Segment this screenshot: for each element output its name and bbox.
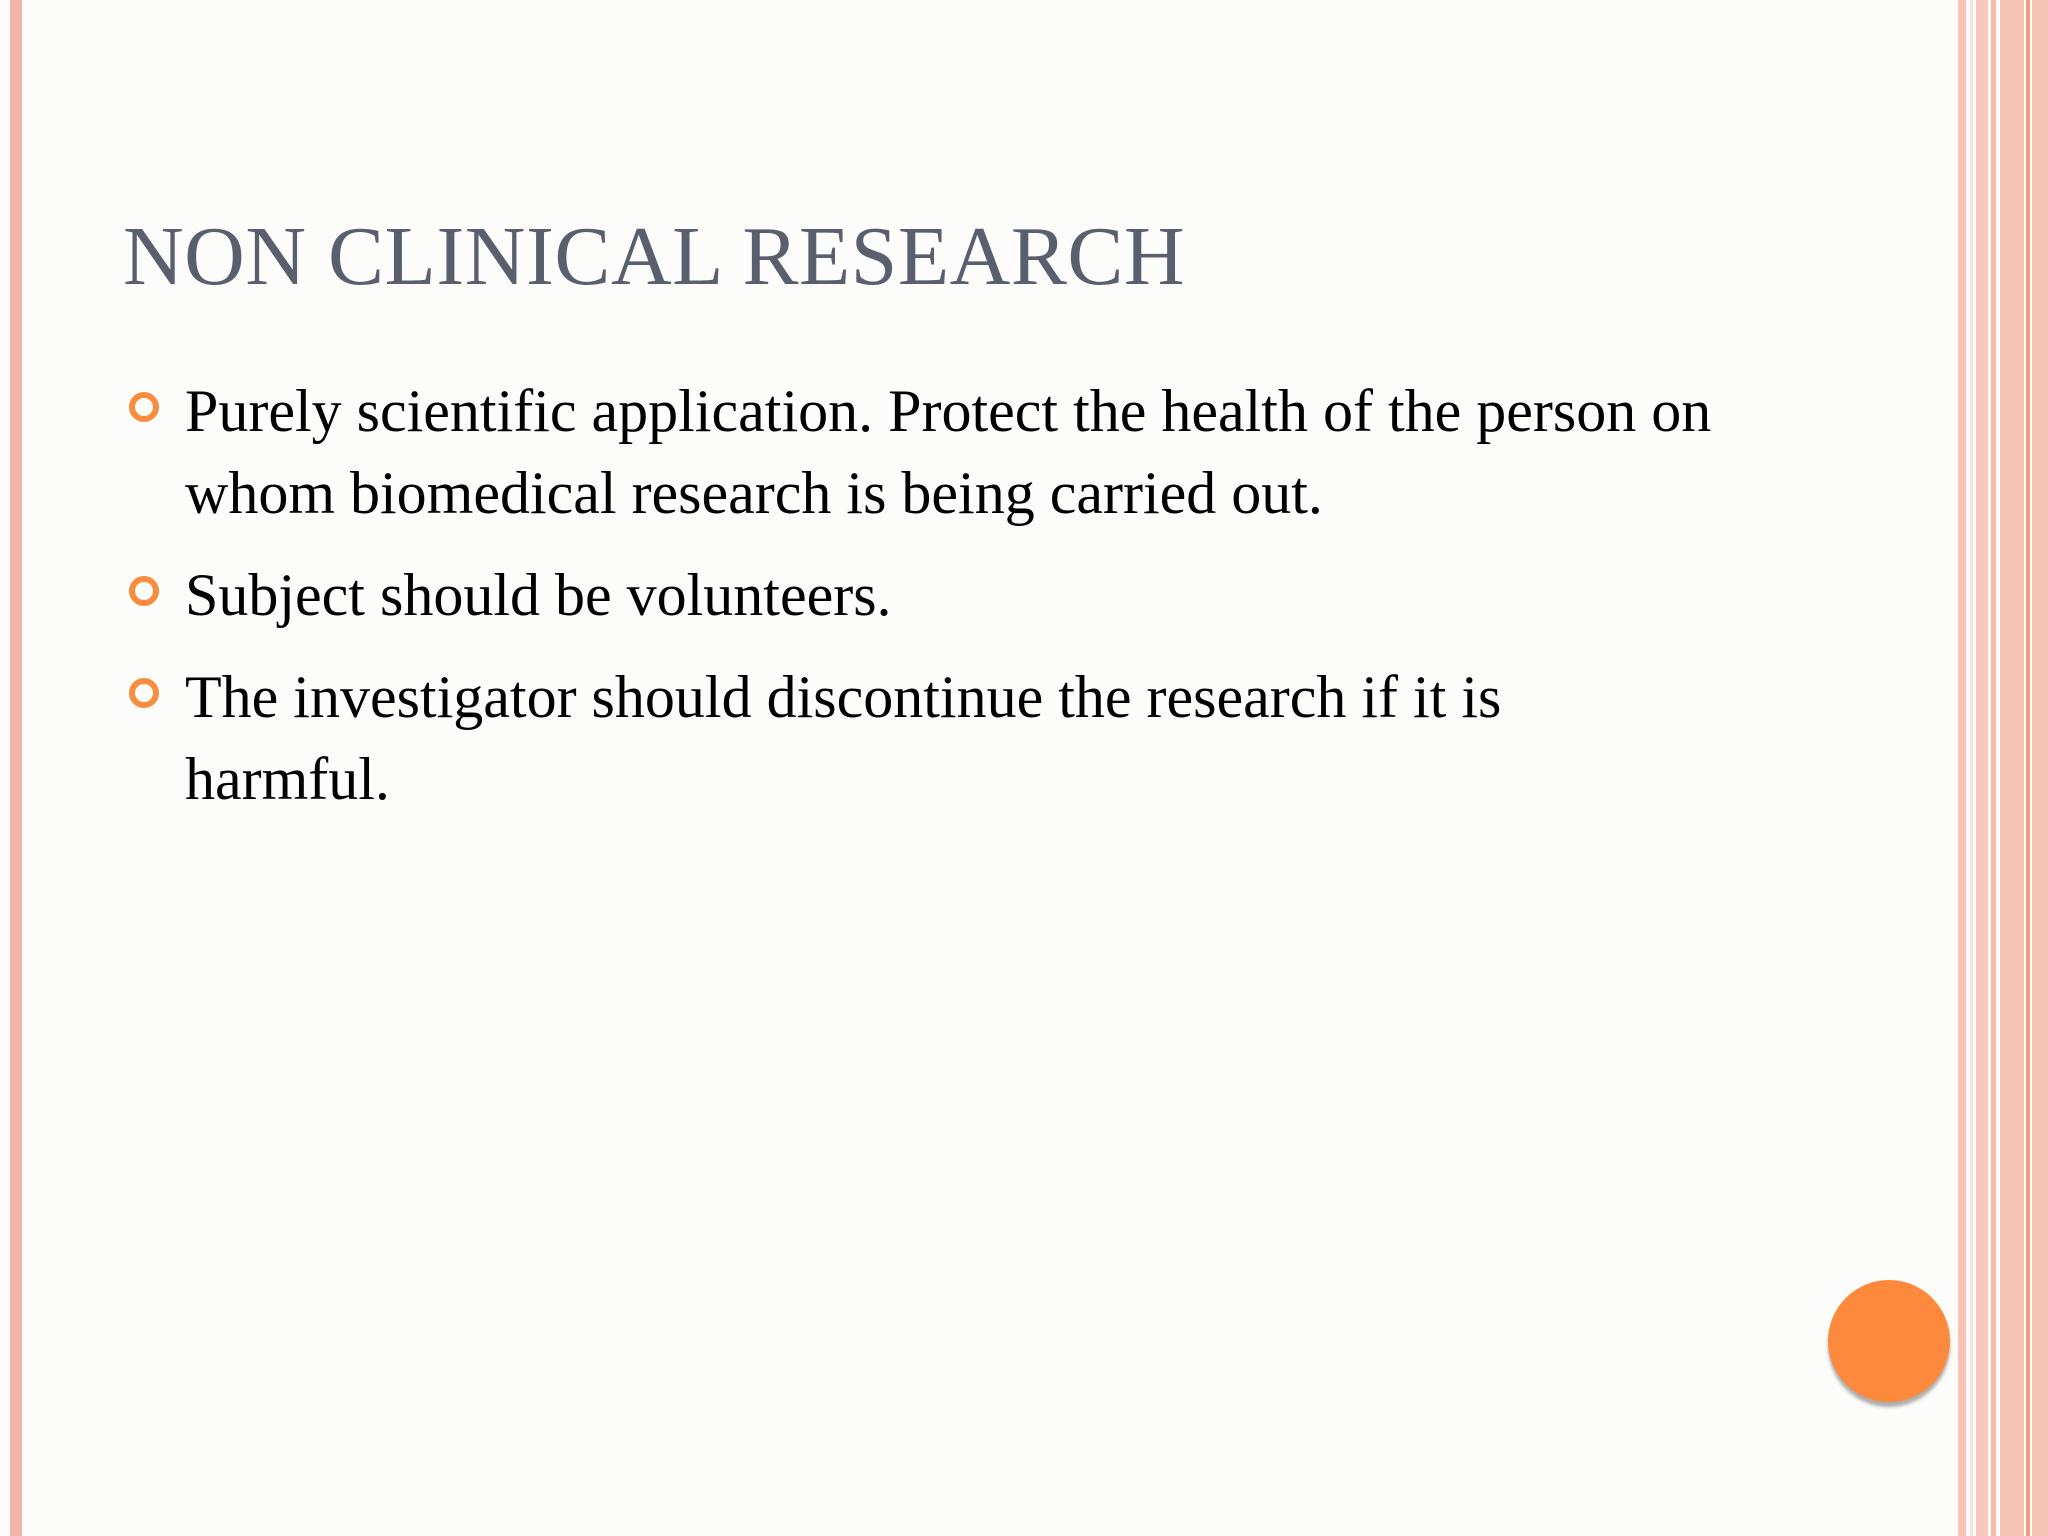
- bullet-text: Purely scientific application. Protect the health of the person on whom biomedical research is being carried out.: [185, 378, 1712, 526]
- stripe: [1991, 0, 1996, 1536]
- orange-circle-decoration-icon: [1828, 1280, 1950, 1402]
- bullet-item: [120, 370, 1720, 534]
- bullet-text: The investigator should discontinue the research if it is harmful.: [185, 664, 1502, 812]
- stripe: [2026, 0, 2030, 1536]
- stripe: [2032, 0, 2048, 1536]
- circle-bullet-icon: [129, 678, 159, 708]
- left-border-bar: [10, 0, 22, 1536]
- circle-bullet-icon: [129, 392, 159, 422]
- bullet-text: Subject should be volunteers.: [185, 562, 892, 628]
- right-border-stripes: [1958, 0, 2048, 1536]
- bullet-item: [120, 656, 1720, 820]
- stripe: [2000, 0, 2024, 1536]
- bullet-list: [120, 370, 1720, 840]
- slide-title: NON CLINICAL RESEARCH: [123, 210, 1186, 303]
- stripe: [1970, 0, 1973, 1536]
- circle-bullet-icon: [129, 576, 159, 606]
- stripe: [1958, 0, 1966, 1536]
- bullet-item: [120, 554, 1720, 636]
- stripe: [1976, 0, 1988, 1536]
